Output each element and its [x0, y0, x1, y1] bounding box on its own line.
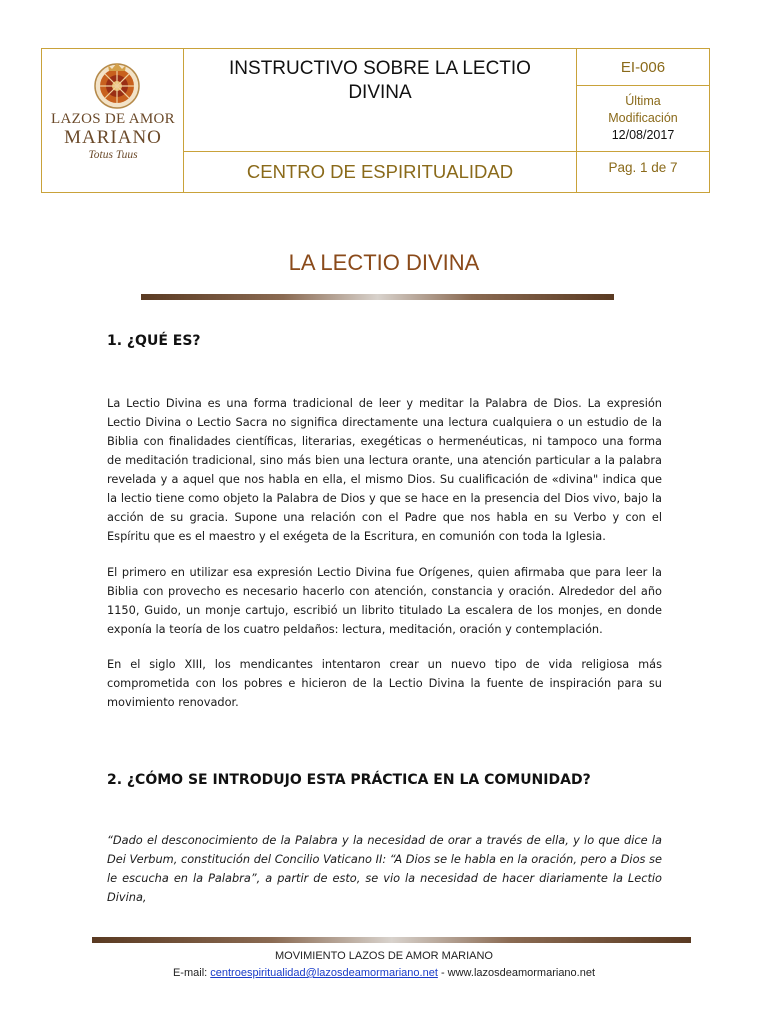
section2-heading: 2. ¿CÓMO SE INTRODUJO ESTA PRÁCTICA EN LA COMUNIDAD?: [107, 772, 591, 788]
center-name: CENTRO DE ESPIRITUALIDAD: [184, 152, 577, 192]
document-code: EI-006: [577, 49, 709, 86]
logo-line2: MARIANO: [64, 127, 162, 148]
footer-contact: [0, 967, 768, 979]
document-header-table: [41, 48, 710, 193]
footer-email-link[interactable]: centroespiritualidad@lazosdeamormariano.net: [210, 967, 438, 979]
footer-email-label: E-mail:: [172, 967, 208, 979]
document-header-title: INSTRUCTIVO SOBRE LA LECTIO DIVINA: [229, 58, 531, 103]
section1-paragraph-3: En el siglo XIII, los mendicantes intentaron crear un nuevo tipo de vida religiosa más comprometida con los pobres e hicieron de la Lectio Divina la fuente de inspiración para su movimiento renovador.: [107, 657, 662, 709]
footer-organization: MOVIMIENTO LAZOS DE AMOR MARIANO: [275, 950, 493, 962]
logo-motto: Totus Tuus: [88, 149, 138, 161]
document-title-cell: [184, 49, 577, 152]
section2-quote: “Dado el desconocimiento de la Palabra y la necesidad de orar a través de ella, y lo que dice la Dei Verbum, constitución del Concilio Vaticano II: “A Dios se le habla en la oración, pero a Dios se le escucha en la Palabra”, a partir de esto, se vio la necesidad de hacer diariamente la Lectio Divina,: [107, 833, 662, 904]
crown-emblem-icon: [92, 59, 142, 109]
footer-divider: [92, 937, 691, 943]
logo-line1: LAZOS DE AMOR: [51, 111, 175, 127]
page-title: LA LECTIO DIVINA: [288, 250, 480, 275]
modification-date: 12/08/2017: [611, 128, 675, 142]
section1-heading: 1. ¿QUÉ ES?: [107, 333, 201, 349]
modification-label-1: Última: [625, 94, 661, 108]
section1-paragraph-2: El primero en utilizar esa expresión Lectio Divina fue Orígenes, quien afirmaba que para leer la Biblia con provecho es necesario hacerlo con atención, constancia y oración. Alrededor del año 1150, Guido, un monje cartujo, escribió un librito titulado La escalera de los monjes, en donde exponía la teoría de los cuatro peldaños: lectura, meditación, oración y contemplación.: [107, 565, 662, 636]
footer-separator: -: [437, 967, 448, 979]
section1-paragraph-1: La Lectio Divina es una forma tradicional de leer y meditar la Palabra de Dios. La expresión Lectio Divina o Lectio Sacra no significa directamente una lectura cualquiera o un estudio de la Biblia con finalidades científicas, literarias, exegéticas o hermenéuticas, ni tampoco una forma de meditación tradicional, sino más bien una lectura orante, una atención particular a la palabra revelada y a aquel que nos habla en ella, el mismo Dios. Su cualificación de «divina" indica que la lectio tiene como objeto la Palabra de Dios y que se hace en la presencia del Dios vivo, bajo la acción de su gracia. Supone una relación con el Padre que nos habla en su Verbo y con el Espíritu que es el maestro y el exégeta de la Escritura, en comunión con toda la Iglesia.: [107, 396, 662, 543]
modification-cell: [577, 86, 709, 152]
modification-label-2: Modificación: [608, 111, 678, 125]
footer-website: www.lazosdeamormariano.net: [447, 967, 596, 979]
page-number: Pag. 1 de 7: [608, 160, 678, 175]
title-divider: [141, 294, 614, 300]
logo-cell: [42, 49, 184, 192]
